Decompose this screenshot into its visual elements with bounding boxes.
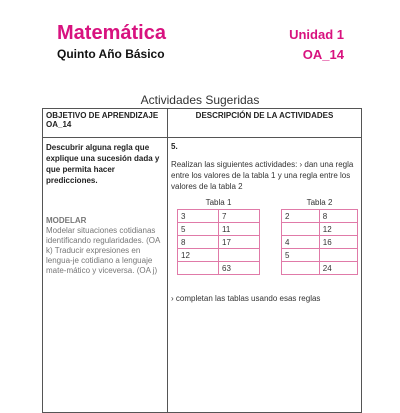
modelar-title: MODELAR [46, 216, 87, 225]
activities-table [42, 108, 362, 413]
activity-number: 5. [171, 142, 178, 151]
table-cell: 11 [219, 223, 260, 236]
grade-label: Quinto Año Básico [57, 47, 165, 61]
table-row [178, 262, 260, 275]
table-row [282, 223, 358, 236]
table-row [282, 236, 358, 249]
section-title: Actividades Sugeridas [140, 93, 260, 107]
table-row [178, 223, 260, 236]
modelar-block [46, 216, 164, 276]
table-cell: 8 [319, 210, 357, 223]
table-header-row [43, 109, 362, 138]
tabla-2 [281, 198, 358, 275]
objective-text: Descubrir alguna regla que explique una sucesión dada y que permita hacer predicciones. [46, 143, 160, 185]
activity-instruction: Realizan las siguientes actividades: › dan una regla entre los valores de la tabla 1 y una regla entre los valores de la tabla 2 [171, 160, 354, 191]
tabla-1-title: Tabla 1 [205, 198, 232, 207]
header-left [57, 22, 166, 61]
table-cell [282, 262, 320, 275]
table-cell: 17 [219, 236, 260, 249]
value-tables [171, 198, 358, 290]
table-row [282, 249, 358, 262]
tabla-2-title: Tabla 2 [306, 198, 333, 207]
table-cell [282, 223, 320, 236]
table-cell: 4 [282, 236, 320, 249]
table-row [178, 210, 260, 223]
description-cell [168, 138, 362, 413]
tabla-1 [177, 198, 260, 275]
tabla-1-grid [177, 209, 260, 275]
header-right [289, 27, 344, 63]
table-cell: 63 [219, 262, 260, 275]
table-cell [319, 249, 357, 262]
table-row [178, 236, 260, 249]
tabla-2-grid [281, 209, 358, 275]
table-body-row [43, 138, 362, 413]
table-cell [219, 249, 260, 262]
table-cell: 12 [319, 223, 357, 236]
table-cell: 16 [319, 236, 357, 249]
table-cell: 12 [178, 249, 219, 262]
activity-instruction-2: › completan las tablas usando esas reglas [171, 294, 321, 303]
objective-header: OBJETIVO DE APRENDIZAJE OA_14 [43, 109, 168, 138]
table-cell: 2 [282, 210, 320, 223]
table-cell: 5 [178, 223, 219, 236]
table-row [178, 249, 260, 262]
table-row [282, 262, 358, 275]
subject-title: Matemática [57, 22, 166, 44]
objective-cell [43, 138, 168, 413]
table-cell: 24 [319, 262, 357, 275]
modelar-text: Modelar situaciones cotidianas identificando regularidades. (OA k) Traducir expresiones en lengua-je cotidiano a lenguaje mate-mático y viceversa. (OA j) [46, 226, 160, 275]
table-cell: 5 [282, 249, 320, 262]
table-row [282, 210, 358, 223]
oa-label: OA_14 [302, 47, 344, 62]
table-cell: 7 [219, 210, 260, 223]
table-cell: 8 [178, 236, 219, 249]
description-header: DESCRIPCIÓN DE LA ACTIVIDADES [168, 109, 362, 138]
table-cell [178, 262, 219, 275]
unit-label: Unidad 1 [289, 27, 344, 42]
table-cell: 3 [178, 210, 219, 223]
